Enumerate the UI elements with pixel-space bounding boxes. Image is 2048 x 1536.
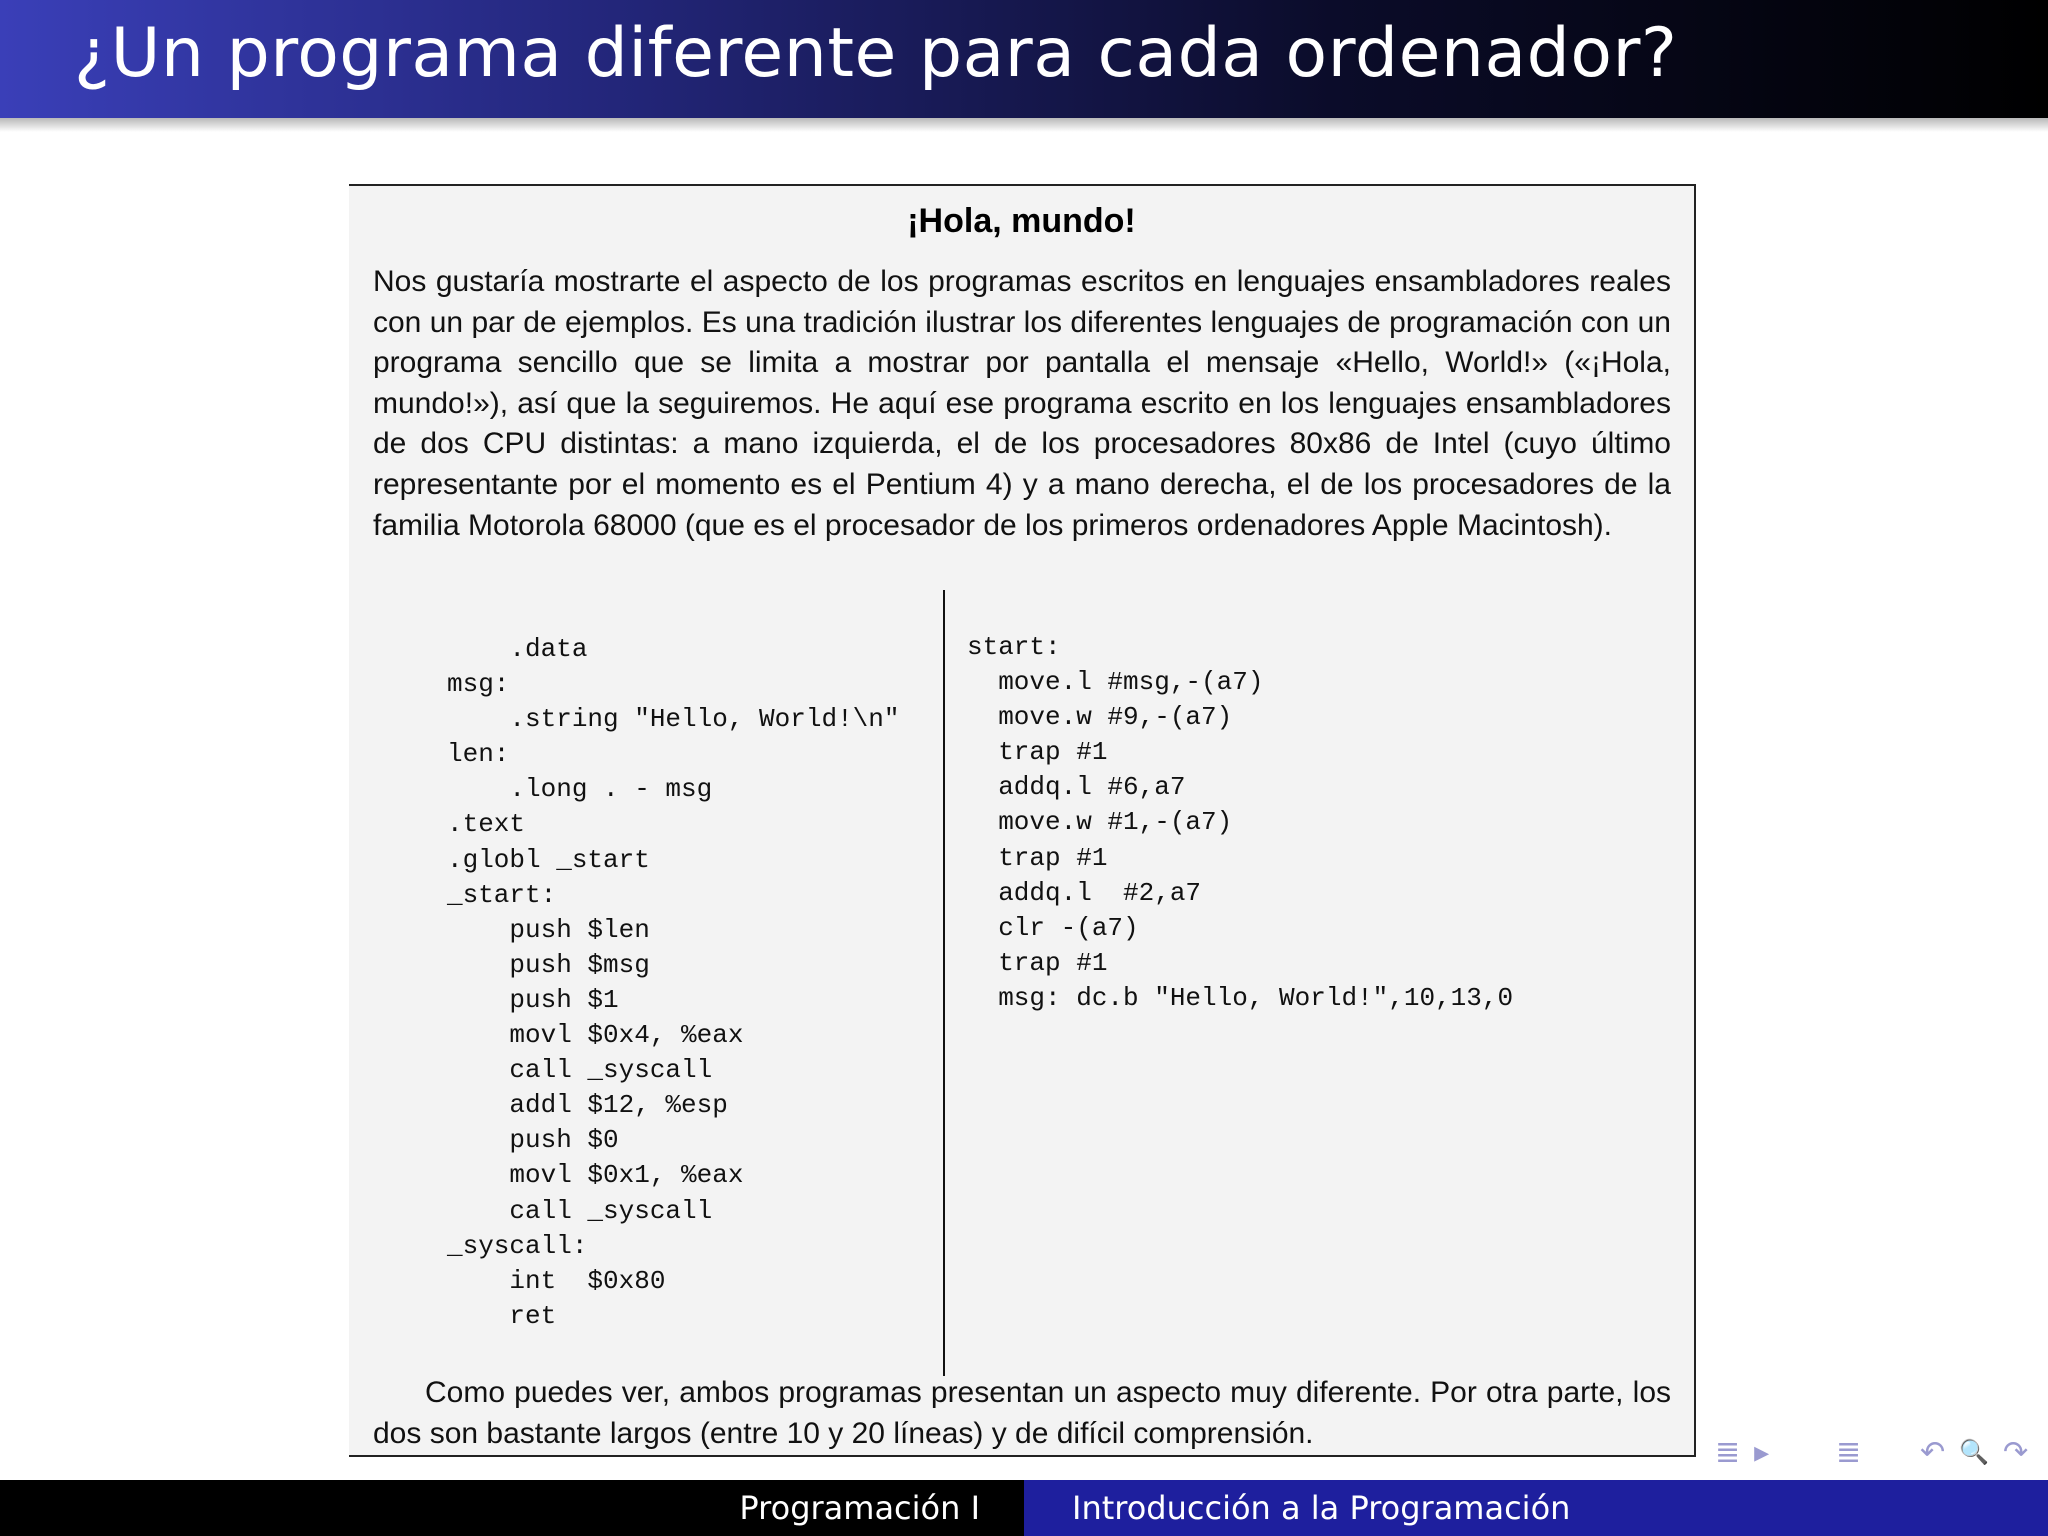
footer-course: Programación I bbox=[0, 1480, 1024, 1536]
motorola-code-line: clr -(a7) bbox=[967, 912, 1139, 943]
forward-icon[interactable]: ▸ bbox=[1754, 1434, 1770, 1470]
title-bar bbox=[0, 0, 2048, 118]
motorola-code-line: move.w #9,-(a7) bbox=[967, 702, 1233, 733]
intel-code-line: call _syscall bbox=[447, 1055, 713, 1086]
intel-code-line: int $0x80 bbox=[447, 1265, 666, 1296]
intel-code-line: push $msg bbox=[447, 949, 650, 980]
slide-title: ¿Un programa diferente para cada ordenador? bbox=[74, 14, 1678, 93]
motorola-code-line: move.l #msg,-(a7) bbox=[967, 667, 1264, 698]
intel-code-line: .text bbox=[447, 809, 526, 840]
intel-code-line: push $len bbox=[447, 914, 650, 945]
section-icon[interactable]: ≣ bbox=[1715, 1434, 1741, 1470]
intel-code-line: movl $0x1, %eax bbox=[447, 1160, 744, 1191]
intel-code-line: len: bbox=[447, 739, 510, 770]
motorola-code-line: trap #1 bbox=[967, 737, 1108, 768]
motorola-code-line: move.w #1,-(a7) bbox=[967, 807, 1233, 838]
hello-world-panel bbox=[349, 184, 1696, 1457]
motorola-code-line: trap #1 bbox=[967, 842, 1108, 873]
intro-paragraph: Nos gustaría mostrarte el aspecto de los programas escritos en lenguajes ensambladores reales con un par de ejemplos. Es una tradición ilustrar los diferentes lenguajes de programación con un programa sencillo que se limita a mostrar por pantalla el mensaje «Hello, World!» («¡Hola, mundo!»), así que la seguiremos. He aquí ese programa escrito en los lenguajes ensambladores de dos CPU distintas: a mano izquierda, el de los procesadores 80x86 de Intel (cuyo último representante por el momento es el Pentium 4) y a mano derecha, el de los procesadores de la familia Motorola 68000 (que es el procesador de los primeros ordenadores Apple Macintosh). bbox=[373, 265, 1671, 542]
panel-heading: ¡Hola, mundo! bbox=[907, 202, 1136, 240]
motorola-code-line: addq.l #6,a7 bbox=[967, 772, 1186, 803]
section-nav[interactable] bbox=[1715, 1432, 1783, 1472]
intel-code-line: call _syscall bbox=[447, 1195, 713, 1226]
title-bar-shadow bbox=[0, 118, 2048, 132]
intel-assembly-code bbox=[447, 632, 899, 1334]
subsection-icon[interactable]: ≣ bbox=[1836, 1434, 1862, 1470]
motorola-code-line: msg: dc.b "Hello, World!",10,13,0 bbox=[967, 982, 1514, 1013]
intel-code-line: movl $0x4, %eax bbox=[447, 1020, 744, 1051]
intel-code-line: .globl _start bbox=[447, 844, 650, 875]
footer-topic: Introducción a la Programación bbox=[1024, 1480, 2048, 1536]
redo-icon[interactable]: ↷ bbox=[2003, 1434, 2029, 1470]
intel-code-line: _start: bbox=[447, 879, 557, 910]
outro-paragraph: Como puedes ver, ambos programas presentan un aspecto muy diferente. Por otra parte, los dos son bastante largos (entre 10 y 20 líneas) y de difícil comprensión. bbox=[373, 1376, 1671, 1450]
footer-bar bbox=[0, 1480, 2048, 1536]
motorola-assembly-code bbox=[967, 630, 1513, 1016]
intel-code-line: addl $12, %esp bbox=[447, 1090, 728, 1121]
undo-icon[interactable]: ↶ bbox=[1920, 1434, 1946, 1470]
intel-code-line: push $1 bbox=[447, 984, 619, 1015]
motorola-code-line: start: bbox=[967, 632, 1061, 662]
intel-code-line: .string "Hello, World!\n" bbox=[447, 704, 900, 735]
subsection-nav[interactable] bbox=[1836, 1432, 1875, 1472]
intel-code-line: .long . - msg bbox=[447, 774, 713, 805]
motorola-code-line: trap #1 bbox=[967, 947, 1108, 978]
intel-code-line: push $0 bbox=[447, 1125, 619, 1156]
tool-nav[interactable] bbox=[1920, 1432, 2042, 1472]
search-icon[interactable]: 🔍 bbox=[1959, 1438, 1990, 1466]
column-divider bbox=[943, 590, 945, 1376]
intel-code-line: ret bbox=[447, 1300, 557, 1331]
intel-code-line: msg: bbox=[447, 669, 510, 700]
motorola-code-line: addq.l #2,a7 bbox=[967, 877, 1202, 908]
intel-code-line: _syscall: bbox=[447, 1230, 588, 1261]
intel-code-line: .data bbox=[447, 634, 588, 664]
